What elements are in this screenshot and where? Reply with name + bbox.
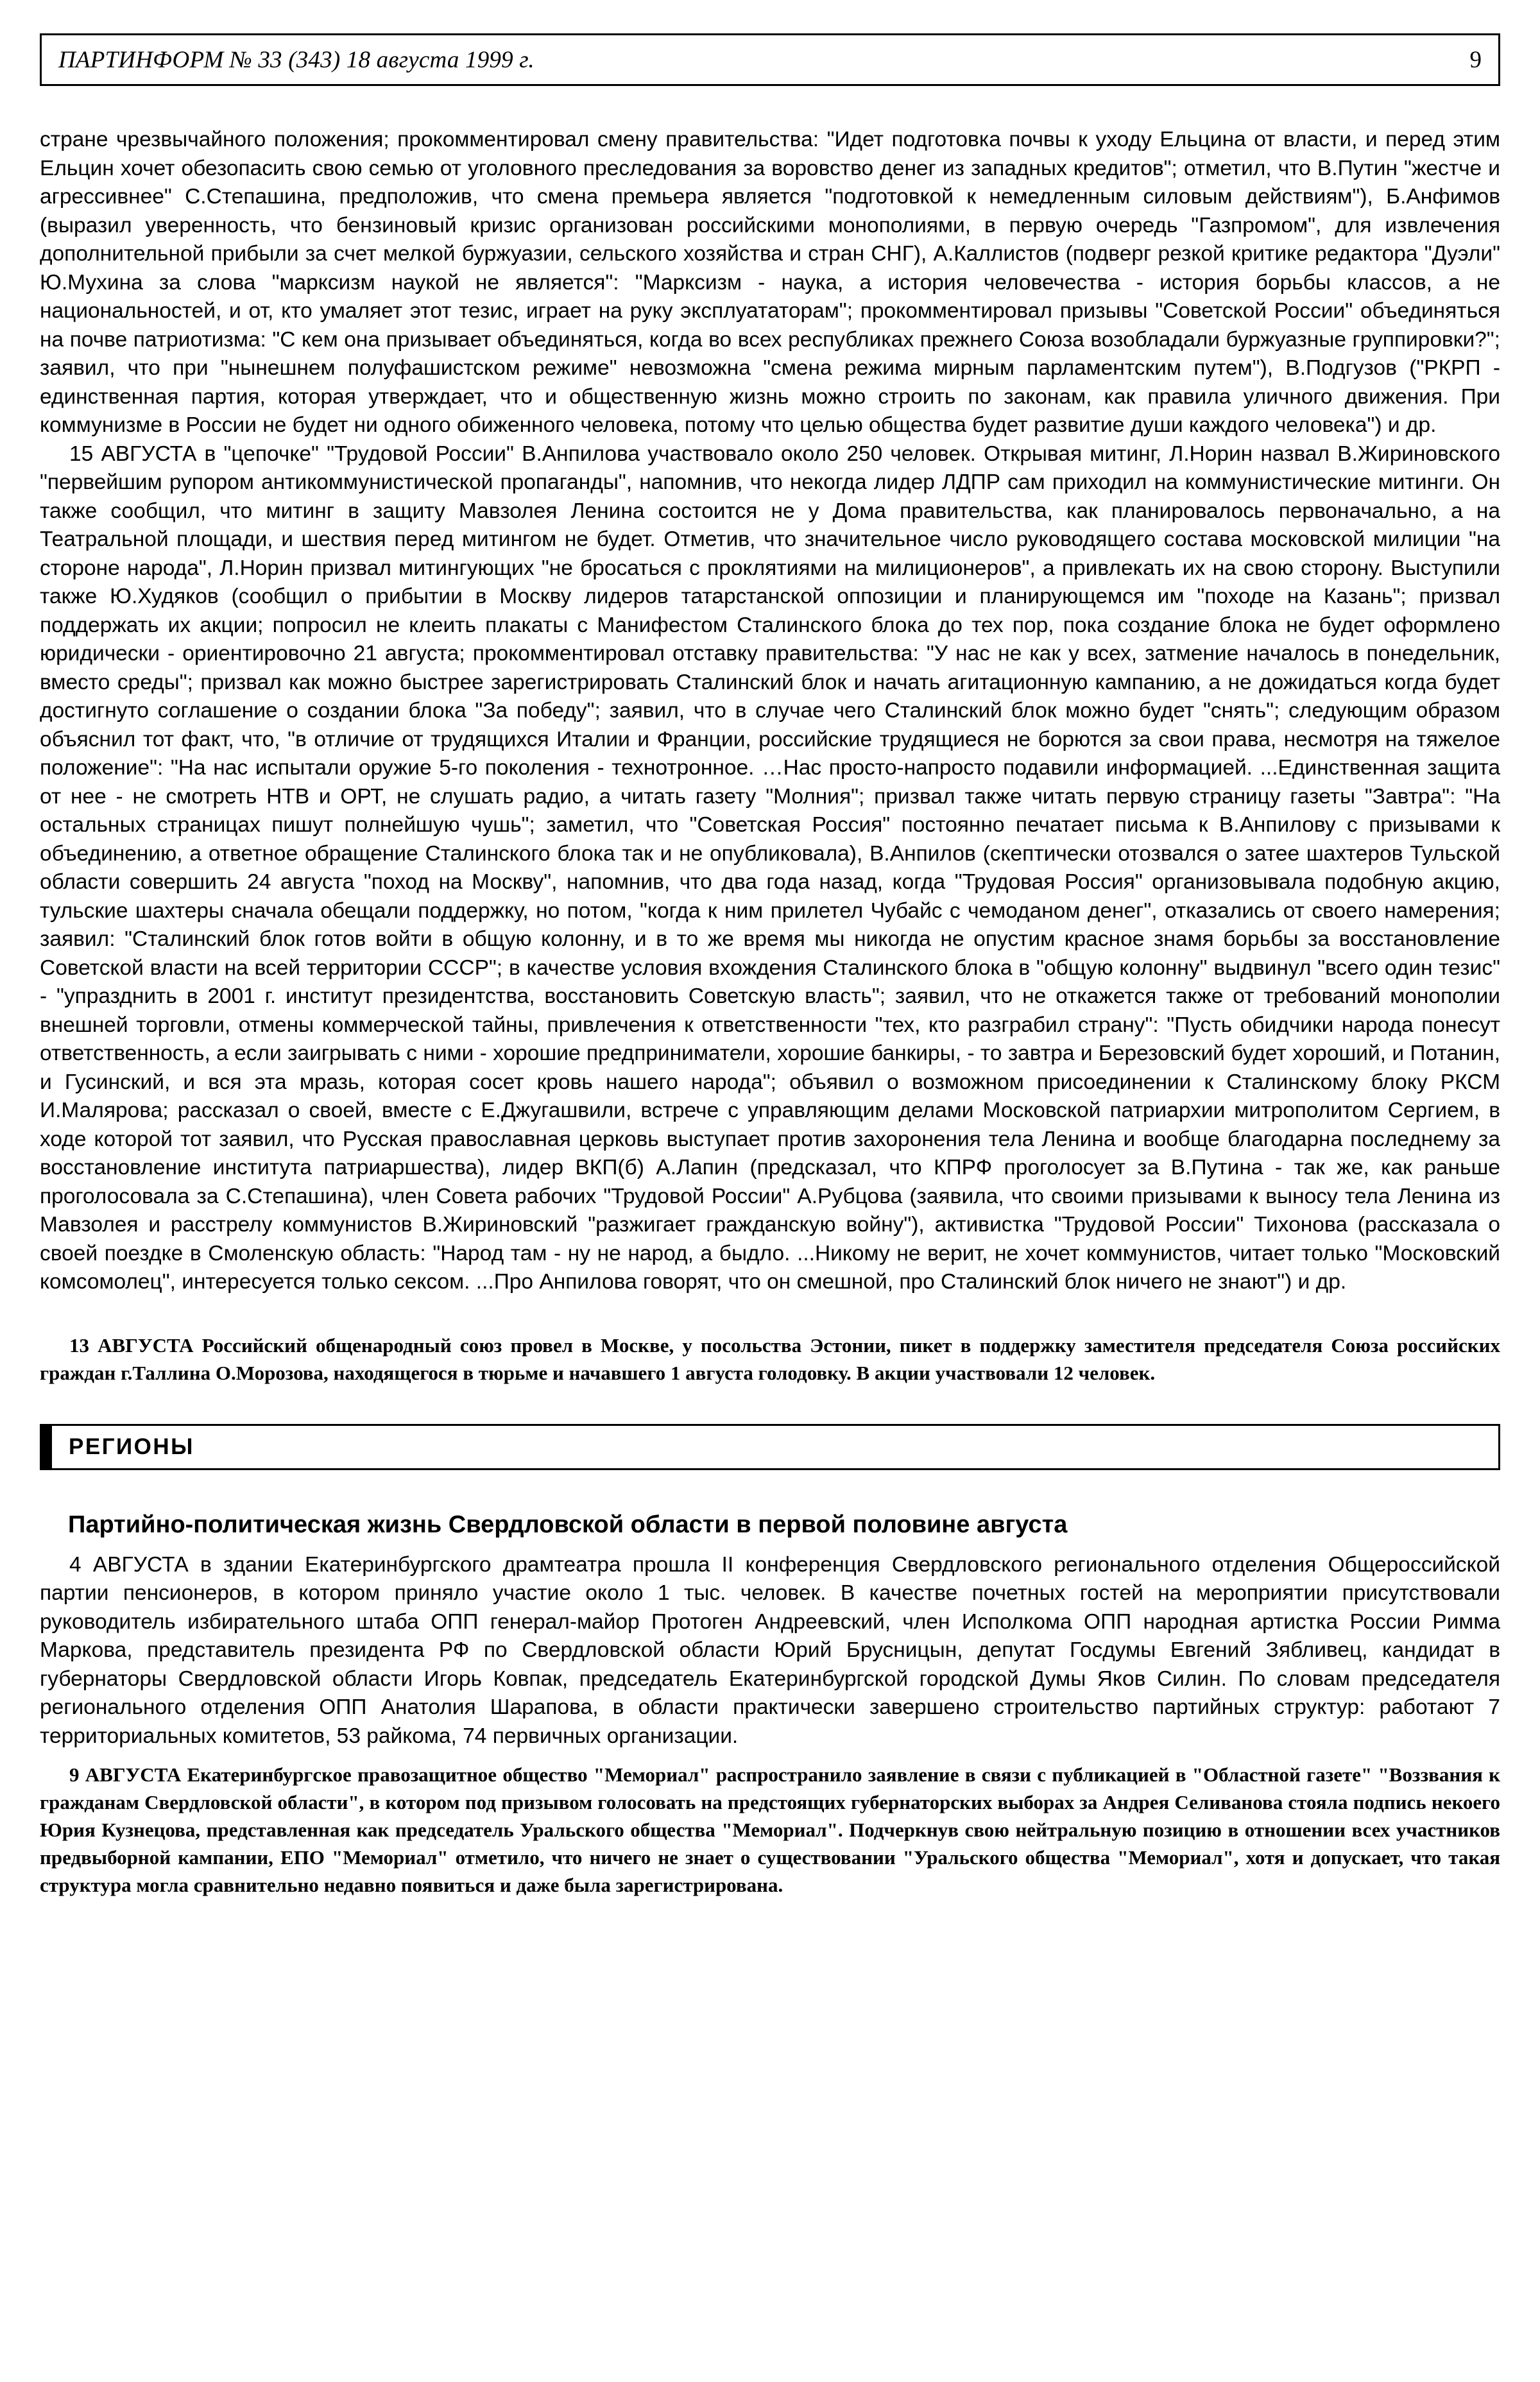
- article-heading: Партийно-политическая жизнь Свердловской области в первой половине августа: [68, 1511, 1068, 1538]
- banner-swatch: [42, 1426, 52, 1468]
- paragraph-spacer: [40, 1297, 1500, 1332]
- paragraph-continued: стране чрезвычайного положения; прокомментировал смену правительства: "Идет подготовка почвы к уходу Ельцина от власти, и перед этим Ельцин хочет обезопасить свою семью от уголовного преследования за воровство денег из западных кредитов"; отметил, что В.Путин "жестче и агрессивнее" С.Степашина, предположив, что смена премьера является "подготовкой к немедленным силовым действиям"), Б.Анфимов (выразил уверенность, что бензиновый кризис организован российскими монополиями, в первую очередь "Газпромом", для извлечения дополнительной прибыли за счет мелкой буржуазии, сельского хозяйства и стран СНГ), А.Каллистов (подверг резкой критике редактора "Дуэли" Ю.Мухина за слова "марксизм наукой не является": "Марксизм - наука, а история человечества - история борьбы классов, а не национальностей, и от, кто умаляет этот тезис, играет на руку эксплуататорам"; прокомментировал призывы "Советской России" объединяться на почве патриотизма: "С кем она призывает объединяться, когда во всех республиках прежнего Союза возобладали буржуазные группировки?"; заявил, что при "нынешнем полуфашистском режиме" невозможна "смена режима мирным парламентским путем"), В.Подгузов ("РКРП - единственная партия, которая утверждает, что и общественную жизнь можно строить по законам, как правила уличного движения. При коммунизме в России не будет ни одного обиженного человека, потому что целью общества будет развитие души каждого человека") и др.: [40, 128, 1500, 437]
- paragraph-4-august: 4 АВГУСТА в здании Екатеринбургского драмтеатра прошла II конференция Свердловского регионального отделения Общероссийской партии пенсионеров, в котором приняло участие около 1 тыс. человек. В качестве почетных гостей на мероприятии присутствовали руководитель избирательного штаба ОПП генерал-майор Протоген Андреевский, член Исполкома ОПП народная артистка России Римма Маркова, представитель президента РФ по Свердловской области Юрий Брусницын, депутат Госдумы Евгений Зябливец, кандидат в губернаторы Свердловской области Игорь Ковпак, председатель Екатеринбургской городской Думы Яков Силин. По словам председателя регионального отделения ОПП Анатолия Шарапова, в области практически завершено строительство партийных структур: работают 7 территориальных комитетов, 53 райкома, 74 первичных организации.: [40, 1552, 1500, 1748]
- page-header: [40, 33, 1500, 86]
- page-number: 9: [1469, 46, 1482, 73]
- paragraph-15-august: 15 АВГУСТА в "цепочке" "Трудовой России" В.Анпилова участвовало около 250 человек. Открывая митинг, Л.Норин назвал В.Жириновского "первейшим рупором антикоммунистической пропаганды", напомнив, что некогда лидер ЛДПР сам приходил на коммунистические митинги. Он также сообщил, что митинг в защиту Мавзолея Ленина состоится не у Дома правительства, как планировалось первоначально, а на Театральной площади, и шествия перед митингом не будет. Отметив, что значительное число руководящего состава московской милиции "на стороне народа", Л.Норин призвал митингующих "не бросаться с проклятиями на милиционеров", а привлекать их на свою сторону. Выступили также Ю.Худяков (сообщил о прибытии в Москву лидеров татарстанской оппозиции и планирующемся им "походе на Казань"; призвал поддержать их акции; попросил не клеить плакаты с Манифестом Сталинского блока до тех пор, пока создание блока не будет оформлено юридически - ориентировочно 21 августа; прокомментировал отставку правительства: "У нас не как у всех, затмение началось в понедельник, вместо среды"; призвал как можно быстрее зарегистрировать Сталинский блок и начать агитационную кампанию, а не дожидаться когда будет достигнуто соглашение о создании блока "За победу"; заявил, что в случае чего Сталинский блок можно будет "снять"; следующим образом объяснил тот факт, что, "в отличие от трудящихся Италии и Франции, российские трудящиеся не борются за свои права, несмотря на тяжелое положение": "На нас испытали оружие 5-го поколения - технотронное. …Нас просто-напросто подавили информацией. ...Единственная защита от нее - не смотреть НТВ и ОРТ, не слушать радио, а читать газету "Молния"; призвал также читать первую страницу газеты "Завтра": "На остальных страницах пишут полнейшую чушь"; заметил, что "Советская Россия" постоянно печатает письма к В.Анпилову с призывами к объединению, а ответное обращение Сталинского блока так и не опубликовала), В.Анпилов (скептически отозвался о затее шахтеров Тульской области совершить 24 августа "поход на Москву", напомнив, что два года назад, когда "Трудовая Россия" организовывала подобную акцию, тульские шахтеры сначала обещали поддержку, но потом, "когда к ним прилетел Чубайс с чемоданом денег", отказались от своего намерения; заявил: "Сталинский блок готов войти в общую колонну, и в то же время мы никогда не опустим красное знамя борьбы за восстановление Советской власти на всей территории СССР"; в качестве условия вхождения Сталинского блока в "общую колонну" выдвинул "всего один тезис" - "упразднить в 2001 г. институт президентства, восстановить Советскую власть"; заявил, что не откажется также от требований монополии внешней торговли, отмены коммерческой тайны, привлечения к ответственности "тех, кто разграбил страну": "Пусть обидчики народа понесут ответственность, а если заигрывать с ними - хорошие предприниматели, хорошие банкиры, - то завтра и Березовский будет хороший, и Потанин, и Гусинский, и вся эта мразь, которая сосет кровь нашего народа"; объявил о возможном присоединении к Сталинскому блоку РКСМ И.Малярова; рассказал о своей, вместе с Е.Джугашвили, встрече с управляющим делами Московской патриархии митрополитом Сергием, в ходе которой тот заявил, что Русская православная церковь выступает против захоронения тела Ленина и вообще благодарна последнему за восстановление института патриаршества), лидер ВКП(б) А.Лапин (предсказал, что КПРФ проголосует за В.Путина - так же, как раньше проголосовала за С.Степашина), член Совета рабочих "Трудовой России" А.Рубцова (заявила, что своими призывами к выносу тела Ленина из Мавзолея и расстрелу коммунистов В.Жириновский "разжигает гражданскую войну"), активистка "Трудовой России" Тихонова (рассказала о своей поездке в Смоленскую область: "Народ там - ну не народ, а быдло. ...Никому не верит, не хочет коммунистов, читает только "Московский комсомолец", интересуется только сексом. ...Про Анпилова говорят, что он смешной, про Сталинский блок ничего не знают") и др.: [40, 441, 1500, 1294]
- article-body: [40, 126, 1500, 1899]
- section-banner-label: РЕГИОНЫ: [69, 1434, 194, 1459]
- section-banner-regions: [40, 1424, 1500, 1470]
- publication-title: ПАРТИНФОРМ № 33 (343) 18 августа 1999 г.: [58, 46, 535, 73]
- paragraph-spacer-2: [40, 1751, 1500, 1761]
- paragraph-9-august: 9 АВГУСТА Екатеринбургское правозащитное общество "Мемориал" распространило заявление в связи с публикацией в "Областной газете" "Воззвания к гражданам Свердловской области", в котором под призывом голосовать на предстоящих губернаторских выборах за Андрея Селиванова стояла подпись некоего Юрия Кузнецова, представленная как председатель Уральского общества "Мемориал". Подчеркнув свою нейтральную позицию в отношении всех участников предвыборной кампании, ЕПО "Мемориал" отметило, что ничего не знает о существовании "Уральского общества "Мемориал", хотя и допускает, что такая структура могла сравнительно недавно появиться и даже была зарегистрирована.: [40, 1763, 1500, 1896]
- paragraph-13-august: 13 АВГУСТА Российский общенародный союз провел в Москве, у посольства Эстонии, пикет в поддержку заместителя председателя Союза российских граждан г.Таллина О.Морозова, находящегося в тюрьме и начавшего 1 августа голодовку. В акции участвовали 12 человек.: [40, 1333, 1500, 1384]
